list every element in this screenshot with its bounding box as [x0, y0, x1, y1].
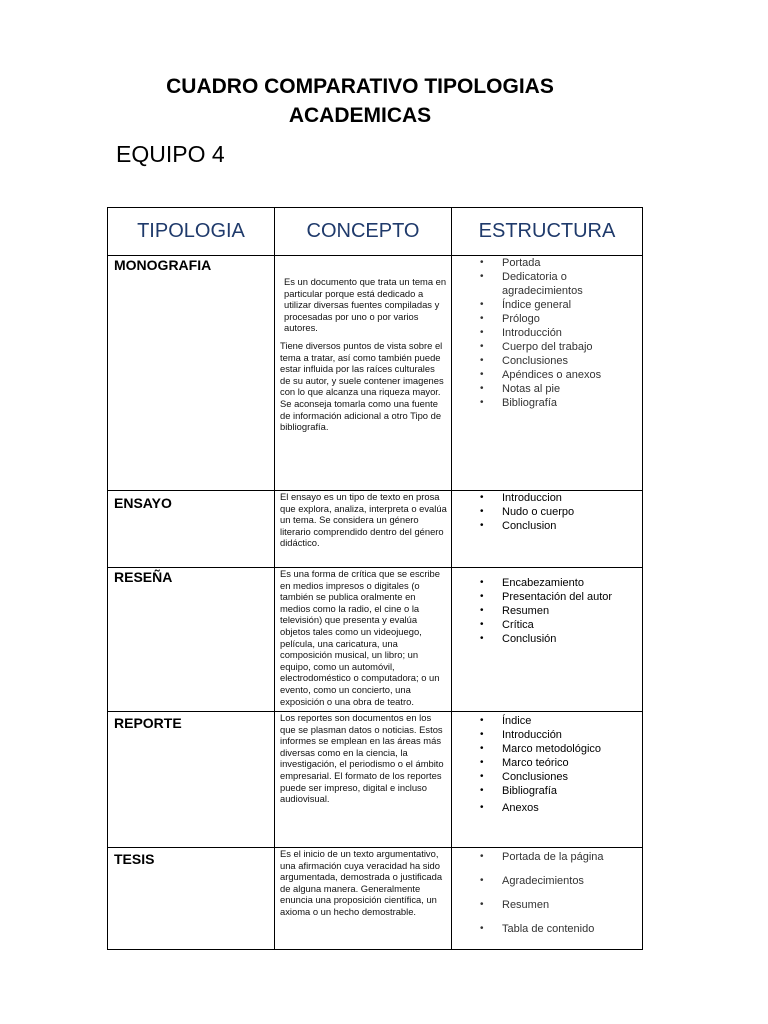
header-estructura: ESTRUCTURA [452, 208, 643, 256]
title-line-2: ACADEMICAS [288, 104, 432, 127]
list-item: • Índice [480, 714, 642, 728]
estructura-list [452, 256, 642, 410]
list-item: • Introducción [480, 326, 642, 340]
row-concepto [275, 256, 452, 491]
row-tipologia: REPORTE [108, 712, 275, 848]
list-item: • Introduccion [480, 491, 642, 505]
list-item: • Conclusiones [480, 770, 642, 784]
row-tipologia: TESIS [108, 848, 275, 950]
row-estructura [452, 568, 643, 712]
row-concepto [275, 848, 452, 950]
list-item: • Prólogo [480, 312, 642, 326]
table-header-row [108, 208, 643, 256]
list-item: • Conclusion [480, 519, 642, 533]
list-item: • Portada de la página [480, 850, 642, 864]
list-item: • Anexos [480, 801, 642, 815]
row-estructura [452, 712, 643, 848]
row-tipologia: ENSAYO [108, 491, 275, 568]
list-item: • Bibliografía [480, 396, 642, 410]
table-row [108, 848, 643, 950]
table-row [108, 256, 643, 491]
list-item: • Encabezamiento [480, 576, 642, 590]
estructura-list [452, 576, 642, 646]
list-item: • Cuerpo del trabajo [480, 340, 642, 354]
header-tipologia: TIPOLOGIA [108, 208, 275, 256]
concepto-paragraph: Es un documento que trata un tema en particular porque está dedicado a utilizar diversas fuentes compiladas y procesadas por uno o por varios autores. [284, 276, 447, 334]
list-item: • Dedicatoria o agradecimientos [480, 270, 642, 298]
concepto-paragraph: Tiene diversos puntos de vista sobre el tema a tratar, así como también puede estar influida por las raíces culturales de su autor, y suele contener imagenes con lo que alcanza una riqueza mayor. Se aconseja tomarla como una fuente de información adicional a otro Tipo de bibliografía. [280, 339, 444, 433]
row-estructura [452, 256, 643, 491]
comparison-table [107, 207, 643, 950]
concepto-paragraph: Los reportes son documentos en los que se plasman datos o noticias. Estos informes se emplean en las áreas más diversas como en la ciencia, la investigación, el periodismo o el ámbito empresarial. El formato de los reportes puede ser impreso, digital e incluso audiovisual. [280, 712, 444, 805]
table-row [108, 712, 643, 848]
estructura-list [452, 491, 642, 533]
header-concepto: CONCEPTO [275, 208, 452, 256]
list-item: • Conclusiones [480, 354, 642, 368]
list-item: • Nudo o cuerpo [480, 505, 642, 519]
list-item: • Conclusión [480, 632, 642, 646]
row-tipologia: MONOGRAFIA [108, 256, 275, 491]
list-item: • Presentación del autor [480, 590, 642, 604]
estructura-list [452, 850, 642, 936]
list-item: • Marco teórico [480, 756, 642, 770]
title-line-1: CUADRO COMPARATIVO TIPOLOGIAS [166, 75, 554, 98]
list-item: • Marco metodológico [480, 742, 642, 756]
list-item: • Tabla de contenido [480, 922, 642, 936]
row-concepto [275, 568, 452, 712]
concepto-paragraph: Es el inicio de un texto argumentativo, una afirmación cuya veracidad ha sido argumentada, demostrada o justificada de alguna manera. Generalmente enuncia una proposición científica, un axioma o un hecho demostrable. [280, 848, 443, 917]
concepto-paragraph: Es una forma de crítica que se escribe en medios impresos o digitales (o también se publica oralmente en medios como la radio, el cine o la televisión) que presenta y evalúa objetos tales como un videojuego, película, una caricatura, una composición musical, un libro; un equipo, como un automóvil, electrodoméstico o computadora; o un evento, como un concierto, una exposición o una obra de teatro. [280, 568, 440, 707]
list-item: • Notas al pie [480, 382, 642, 396]
list-item: • Apéndices o anexos [480, 368, 642, 382]
row-concepto [275, 491, 452, 568]
row-estructura [452, 491, 643, 568]
list-item: • Portada [480, 256, 642, 270]
list-item: • Bibliografía [480, 784, 642, 798]
list-item: • Resumen [480, 604, 642, 618]
list-item: • Introducción [480, 728, 642, 742]
list-item: • Índice general [480, 298, 642, 312]
list-item: • Resumen [480, 898, 642, 912]
row-tipologia: RESEÑA [108, 568, 275, 712]
table-row [108, 491, 643, 568]
table-row [108, 568, 643, 712]
list-item: • Agradecimientos [480, 874, 642, 888]
concepto-paragraph: El ensayo es un tipo de texto en prosa que explora, analiza, interpreta o evalúa un tema. Se considera un género literario comprendido dentro del género didáctico. [280, 491, 447, 549]
estructura-list [452, 714, 642, 815]
row-estructura [452, 848, 643, 950]
document-title [0, 72, 720, 130]
list-item: • Crítica [480, 618, 642, 632]
team-label: EQUIPO 4 [116, 141, 225, 167]
row-concepto [275, 712, 452, 848]
